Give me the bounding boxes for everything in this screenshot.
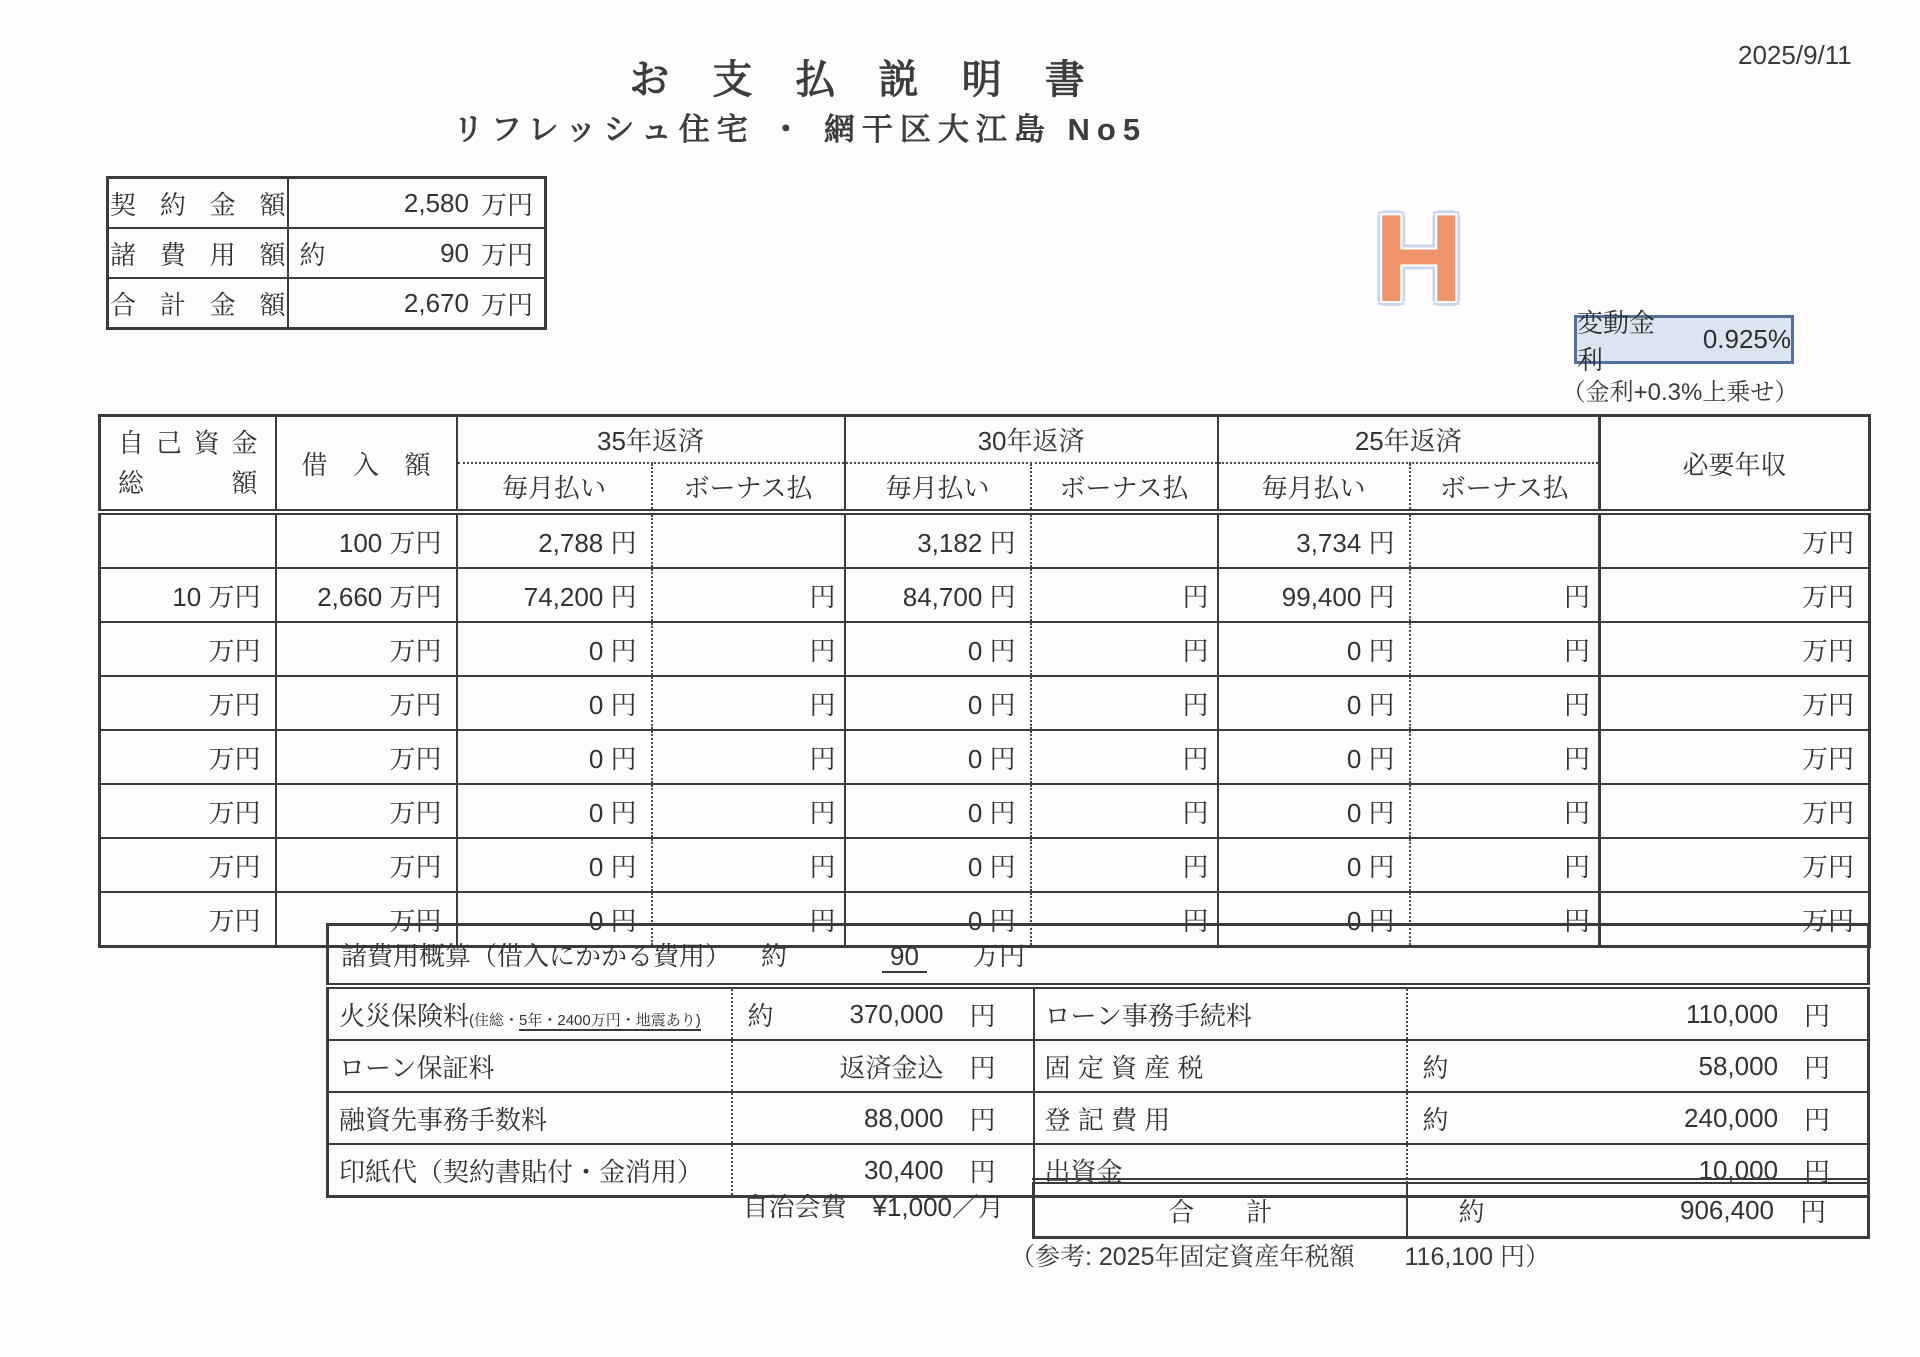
cost-label: 融資先事務手数料: [328, 1092, 732, 1144]
borrowed-cell: 万円: [276, 892, 457, 947]
table-row: [100, 512, 1870, 568]
bonus-35-cell: 円: [652, 568, 845, 622]
bonus-30-cell: 円: [1031, 784, 1218, 838]
monthly-25-cell: 0 円: [1218, 730, 1410, 784]
cost-label: 登 記 費 用: [1034, 1092, 1407, 1144]
summary-label: 合 計 金 額: [108, 278, 288, 329]
income-cell: 万円: [1600, 622, 1870, 676]
income-cell: 万円: [1600, 512, 1870, 568]
self-funds-cell: 万円: [100, 838, 276, 892]
monthly-35-cell: 0 円: [457, 838, 652, 892]
cost-label: 固 定 資 産 税: [1034, 1040, 1407, 1092]
rate-label: 変動金利: [1577, 307, 1656, 375]
table-row: [100, 676, 1870, 730]
borrowed-cell: 万円: [276, 622, 457, 676]
amount-summary-table: [106, 176, 547, 330]
income-cell: 万円: [1600, 784, 1870, 838]
table-row: [1034, 1181, 1869, 1238]
repayment-table: [98, 414, 1871, 948]
bonus-25-cell: 円: [1410, 838, 1600, 892]
monthly-30-cell: 0 円: [845, 676, 1031, 730]
bonus-25-cell: 円: [1410, 784, 1600, 838]
income-cell: 万円: [1600, 730, 1870, 784]
monthly-35-cell: 0 円: [457, 892, 652, 947]
table-row: [328, 986, 1869, 1040]
summary-value: 2,580 万円: [288, 178, 546, 229]
table-row: [100, 784, 1870, 838]
monthly-25-cell: 99,400 円: [1218, 568, 1410, 622]
monthly-25-cell: 0 円: [1218, 784, 1410, 838]
self-funds-cell: 万円: [100, 676, 276, 730]
cost-value: 返済金込 円: [732, 1040, 1034, 1092]
cost-label: ローン保証料: [328, 1040, 732, 1092]
cost-label: 火災保険料(住総・5年・2400万円・地震あり): [328, 986, 732, 1040]
monthly-30-cell: 0 円: [845, 730, 1031, 784]
bonus-35-cell: 円: [652, 838, 845, 892]
bonus-30-cell: 円: [1031, 676, 1218, 730]
bonus-25-cell: 円: [1410, 676, 1600, 730]
cost-value: 約 370,000 円: [732, 986, 1034, 1040]
table-row: [328, 1092, 1869, 1144]
bonus-30-cell: 円: [1031, 622, 1218, 676]
monthly-25-cell: 3,734 円: [1218, 512, 1410, 568]
bonus-35-cell: 円: [652, 892, 845, 947]
summary-value: 約 90 万円: [288, 228, 546, 278]
stamp-letter-h: H: [1374, 190, 1464, 328]
monthly-25-cell: 0 円: [1218, 676, 1410, 730]
income-cell: 万円: [1600, 676, 1870, 730]
community-fee-note: 自治会費 ¥1,000／月: [742, 1192, 1004, 1222]
cost-value: 30,400 円: [732, 1144, 1034, 1197]
header-required-income: 必要年収: [1600, 416, 1870, 513]
rate-value: 0.925%: [1702, 324, 1791, 354]
borrowed-cell: 万円: [276, 838, 457, 892]
income-cell: 万円: [1600, 892, 1870, 947]
header-25yr: 25年返済: [1218, 416, 1600, 464]
cost-label: ローン事務手続料: [1034, 986, 1407, 1040]
total-value: 約 906,400 円: [1407, 1181, 1869, 1238]
bonus-25-cell: 円: [1410, 892, 1600, 947]
costs-table: [326, 923, 1870, 1198]
bonus-35-cell: 円: [652, 730, 845, 784]
header-borrowed-amount: 借 入 額: [276, 416, 457, 513]
cost-value: 約 240,000 円: [1407, 1092, 1869, 1144]
self-funds-cell: [100, 512, 276, 568]
table-row: [100, 730, 1870, 784]
header-monthly: 毎月払い: [1218, 463, 1410, 512]
bonus-30-cell: 円: [1031, 838, 1218, 892]
header-bonus: ボーナス払: [652, 463, 845, 512]
summary-label: 諸 費 用 額: [108, 228, 288, 278]
monthly-25-cell: 0 円: [1218, 838, 1410, 892]
rate-note: （金利+0.3%上乗せ）: [1561, 379, 1799, 406]
bonus-35-cell: 円: [652, 676, 845, 730]
cost-value: 110,000 円: [1407, 986, 1869, 1040]
total-box: [1032, 1178, 1870, 1239]
summary-value: 2,670 万円: [288, 278, 546, 329]
monthly-35-cell: 0 円: [457, 622, 652, 676]
table-row: [108, 278, 546, 329]
reference-note: （参考: 2025年固定資産年税額 116,100 円）: [1010, 1243, 1550, 1271]
bonus-25-cell: [1410, 512, 1600, 568]
monthly-25-cell: 0 円: [1218, 892, 1410, 947]
summary-label: 契 約 金 額: [108, 178, 288, 229]
table-row: [328, 925, 1869, 987]
header-30yr: 30年返済: [845, 416, 1218, 464]
monthly-35-cell: 2,788 円: [457, 512, 652, 568]
monthly-30-cell: 84,700 円: [845, 568, 1031, 622]
cost-value: 約 58,000 円: [1407, 1040, 1869, 1092]
borrowed-cell: 100 万円: [276, 512, 457, 568]
bonus-30-cell: 円: [1031, 892, 1218, 947]
monthly-30-cell: 0 円: [845, 892, 1031, 947]
borrowed-cell: 万円: [276, 730, 457, 784]
monthly-25-cell: 0 円: [1218, 622, 1410, 676]
table-row: [100, 622, 1870, 676]
monthly-35-cell: 0 円: [457, 784, 652, 838]
bonus-25-cell: 円: [1410, 622, 1600, 676]
header-monthly: 毎月払い: [845, 463, 1031, 512]
monthly-35-cell: 0 円: [457, 730, 652, 784]
cost-label: 出資金: [1034, 1144, 1407, 1197]
table-row: [100, 568, 1870, 622]
variable-rate-box: [1574, 307, 1794, 375]
self-funds-cell: 万円: [100, 784, 276, 838]
cost-value: 88,000 円: [732, 1092, 1034, 1144]
borrowed-cell: 2,660 万円: [276, 568, 457, 622]
costs-title: 諸費用概算（借入にかかる費用） 約 90 万円: [328, 925, 1869, 987]
self-funds-cell: 万円: [100, 622, 276, 676]
bonus-25-cell: 円: [1410, 730, 1600, 784]
table-row: [100, 838, 1870, 892]
bonus-35-cell: 円: [652, 784, 845, 838]
bonus-35-cell: [652, 512, 845, 568]
header-35yr: 35年返済: [457, 416, 845, 464]
cost-label: 印紙代（契約書貼付・金消用）: [328, 1144, 732, 1197]
bonus-30-cell: 円: [1031, 730, 1218, 784]
monthly-30-cell: 0 円: [845, 622, 1031, 676]
header-bonus: ボーナス払: [1410, 463, 1600, 512]
page-subtitle: リフレッシュ住宅 ・ 網干区大江島 No5: [452, 112, 1148, 147]
document-date: 2025/9/11: [1738, 40, 1852, 70]
monthly-35-cell: 74,200 円: [457, 568, 652, 622]
self-funds-cell: 10 万円: [100, 568, 276, 622]
table-row: [108, 228, 546, 278]
self-funds-cell: 万円: [100, 892, 276, 947]
borrowed-cell: 万円: [276, 784, 457, 838]
total-label: 合 計: [1034, 1181, 1407, 1238]
income-cell: 万円: [1600, 568, 1870, 622]
table-row: [328, 1040, 1869, 1092]
header-bonus: ボーナス払: [1031, 463, 1218, 512]
monthly-35-cell: 0 円: [457, 676, 652, 730]
bonus-35-cell: 円: [652, 622, 845, 676]
bonus-25-cell: 円: [1410, 568, 1600, 622]
monthly-30-cell: 0 円: [845, 784, 1031, 838]
monthly-30-cell: 0 円: [845, 838, 1031, 892]
page-title: お 支 払 説 明 書: [629, 58, 1101, 102]
table-row: [108, 178, 546, 229]
borrowed-cell: 万円: [276, 676, 457, 730]
header-self-funds: 自 己 資 金 総 額: [100, 416, 276, 513]
bonus-30-cell: [1031, 512, 1218, 568]
header-monthly: 毎月払い: [457, 463, 652, 512]
bonus-30-cell: 円: [1031, 568, 1218, 622]
income-cell: 万円: [1600, 838, 1870, 892]
monthly-30-cell: 3,182 円: [845, 512, 1031, 568]
cost-value: 10,000 円: [1407, 1144, 1869, 1197]
self-funds-cell: 万円: [100, 730, 276, 784]
